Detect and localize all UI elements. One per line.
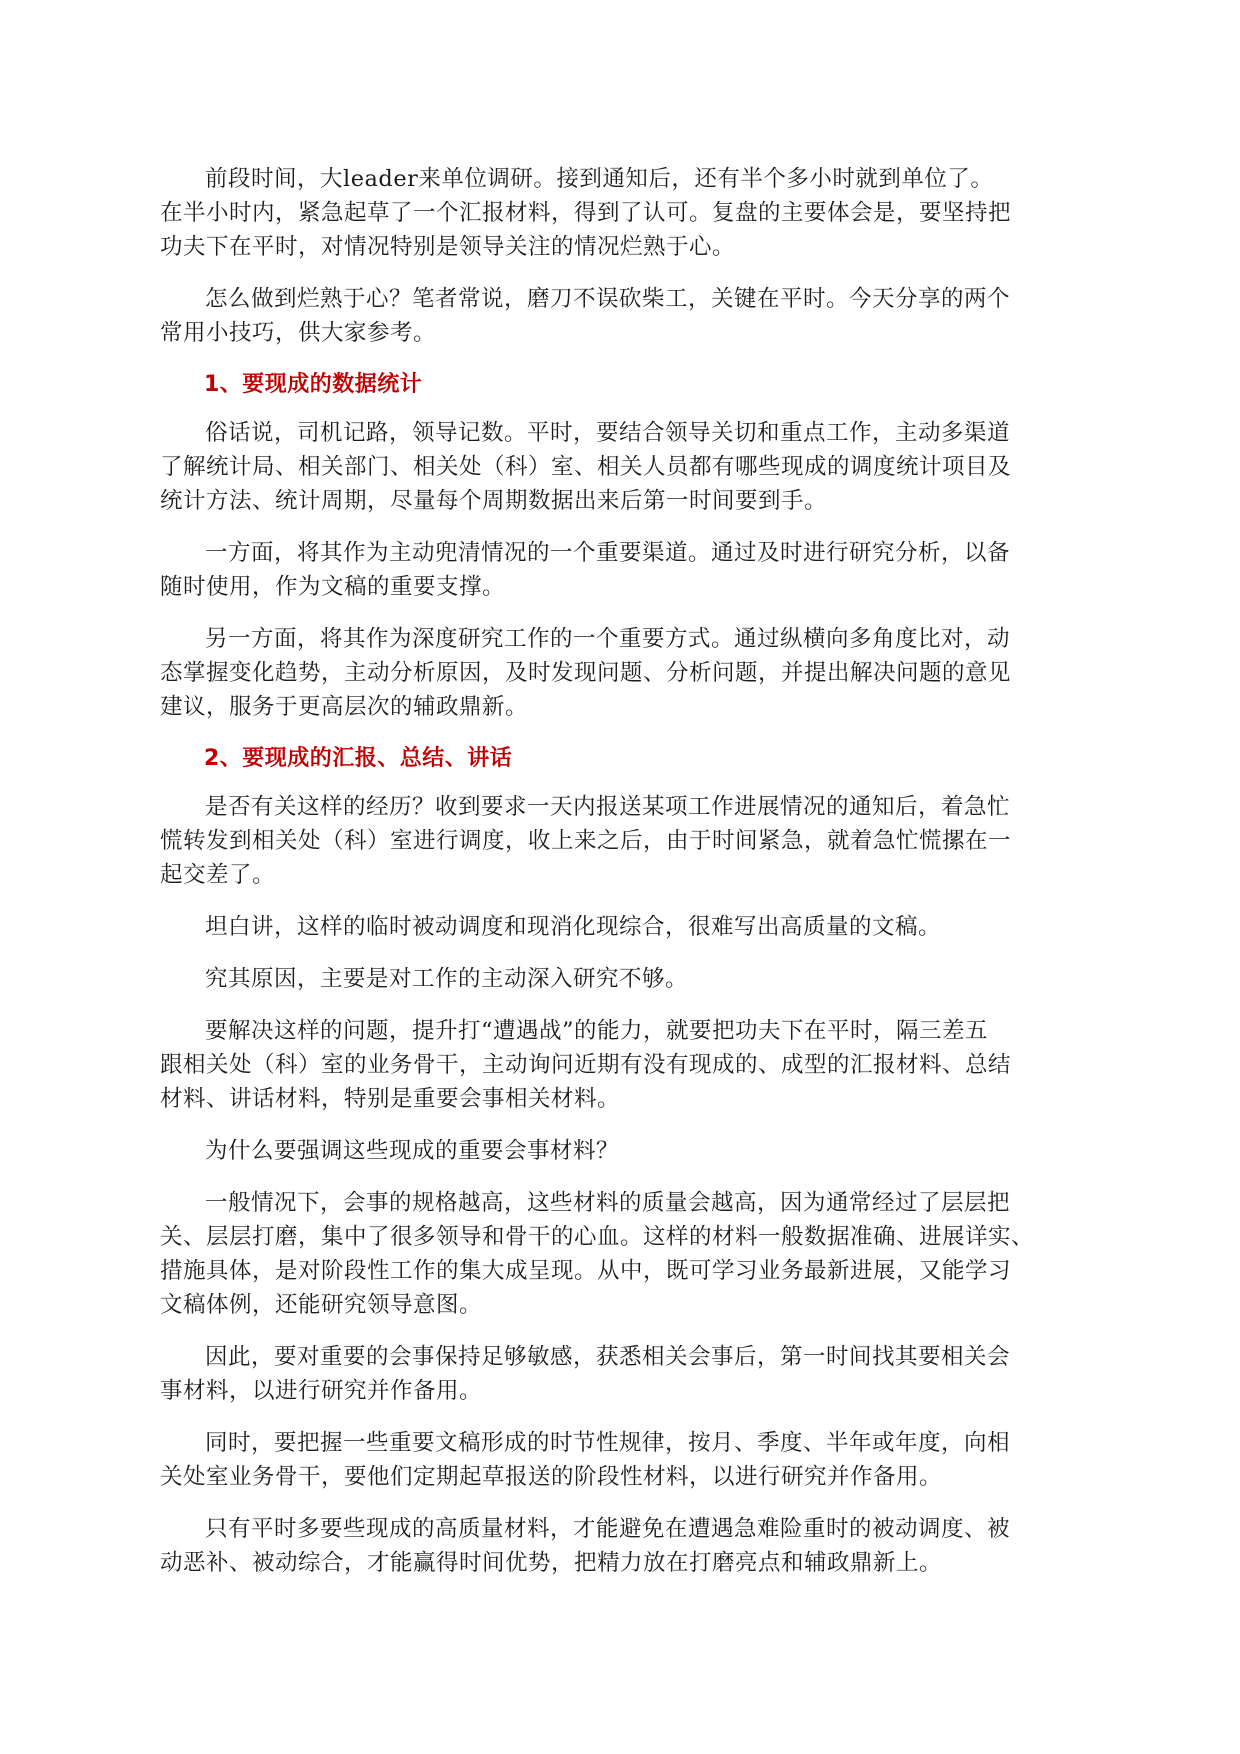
paragraph-line: 事材料，以进行研究并作备用。 (160, 1378, 483, 1404)
paragraph-line: 材料、讲话材料，特别是重要会事相关材料。 (160, 1086, 621, 1112)
paragraph (160, 1512, 1090, 1580)
paragraph-line: 只有平时多要些现成的高质量材料，才能避免在遭遇急难险重时的被动调度、被 (205, 1516, 1011, 1542)
paragraph-line: 一般情况下，会事的规格越高，这些材料的质量会越高，因为通常经过了层层把 (205, 1190, 1011, 1216)
paragraph-line: 俗话说，司机记路，领导记数。平时，要结合领导关切和重点工作，主动多渠道 (205, 420, 1011, 446)
paragraph (160, 1340, 1090, 1408)
paragraph-line: 究其原因，主要是对工作的主动深入研究不够。 (205, 966, 689, 992)
paragraph-line: 关处室业务骨干，要他们定期起草报送的阶段性材料，以进行研究并作备用。 (160, 1464, 943, 1490)
paragraph-line: 为什么要强调这些现成的重要会事材料？ (205, 1138, 620, 1164)
paragraph (160, 416, 1090, 518)
paragraph-line: 是否有关这样的经历？收到要求一天内报送某项工作进展情况的通知后，着急忙 (205, 794, 1011, 820)
paragraph-line: 常用小技巧，供大家参考。 (160, 320, 437, 346)
paragraph-line: 建议，服务于更高层次的辅政鼎新。 (160, 694, 529, 720)
paragraph-line: 统计方法、统计周期，尽量每个周期数据出来后第一时间要到手。 (160, 488, 828, 514)
paragraph-line: 在半小时内，紧急起草了一个汇报材料，得到了认可。复盘的主要体会是，要坚持把 (160, 200, 1012, 226)
paragraph (160, 1134, 1090, 1168)
paragraph (160, 962, 1090, 996)
paragraph (160, 1186, 1090, 1322)
paragraph-line: 因此，要对重要的会事保持足够敏感，获悉相关会事后，第一时间找其要相关会 (205, 1344, 1011, 1370)
paragraph (160, 282, 1090, 350)
section-heading: 1、要现成的数据统计 (204, 372, 423, 397)
paragraph (160, 1014, 1090, 1116)
paragraph-line: 一方面，将其作为主动兜清情况的一个重要渠道。通过及时进行研究分析，以备 (205, 540, 1011, 566)
paragraph-line: 要解决这样的问题，提升打“遭遇战”的能力，就要把功夫下在平时，隔三差五 (205, 1018, 989, 1044)
paragraph-line: 文稿体例，还能研究领导意图。 (160, 1292, 483, 1318)
paragraph-line: 动恶补、被动综合，才能赢得时间优势，把精力放在打磨亮点和辅政鼎新上。 (160, 1550, 943, 1576)
article-body (160, 162, 1090, 1598)
paragraph-line: 措施具体，是对阶段性工作的集大成呈现。从中，既可学习业务最新进展，又能学习 (160, 1258, 1012, 1284)
paragraph-line: 起交差了。 (160, 862, 276, 888)
paragraph-line: 另一方面，将其作为深度研究工作的一个重要方式。通过纵横向多角度比对，动 (205, 626, 1011, 652)
paragraph (160, 162, 1090, 264)
paragraph-line: 慌转发到相关处（科）室进行调度，收上来之后，由于时间紧急，就着急忙慌摞在一 (160, 828, 1012, 854)
paragraph (160, 536, 1090, 604)
paragraph-line: 怎么做到烂熟于心？笔者常说，磨刀不误砍柴工，关键在平时。今天分享的两个 (205, 286, 1011, 312)
paragraph-line: 功夫下在平时，对情况特别是领导关注的情况烂熟于心。 (160, 234, 736, 260)
paragraph (160, 1426, 1090, 1494)
paragraph-line: 同时，要把握一些重要文稿形成的时节性规律，按月、季度、半年或年度，向相 (205, 1430, 1011, 1456)
paragraph-line: 坦白讲，这样的临时被动调度和现消化现综合，很难写出高质量的文稿。 (205, 914, 942, 940)
paragraph (160, 910, 1090, 944)
paragraph-line: 跟相关处（科）室的业务骨干，主动询问近期有没有现成的、成型的汇报材料、总结 (160, 1052, 1012, 1078)
paragraph-line: 前段时间，大leader来单位调研。接到通知后，还有半个多小时就到单位了。 (205, 166, 994, 192)
paragraph (160, 622, 1090, 724)
paragraph-line: 关、层层打磨，集中了很多领导和骨干的心血。这样的材料一般数据准确、进展详实、 (160, 1224, 1035, 1250)
section-heading: 2、要现成的汇报、总结、讲话 (204, 746, 513, 771)
paragraph-line: 随时使用，作为文稿的重要支撑。 (160, 574, 506, 600)
paragraph-line: 态掌握变化趋势，主动分析原因，及时发现问题、分析问题，并提出解决问题的意见 (160, 660, 1012, 686)
paragraph (160, 790, 1090, 892)
paragraph-line: 了解统计局、相关部门、相关处（科）室、相关人员都有哪些现成的调度统计项目及 (160, 454, 1012, 480)
